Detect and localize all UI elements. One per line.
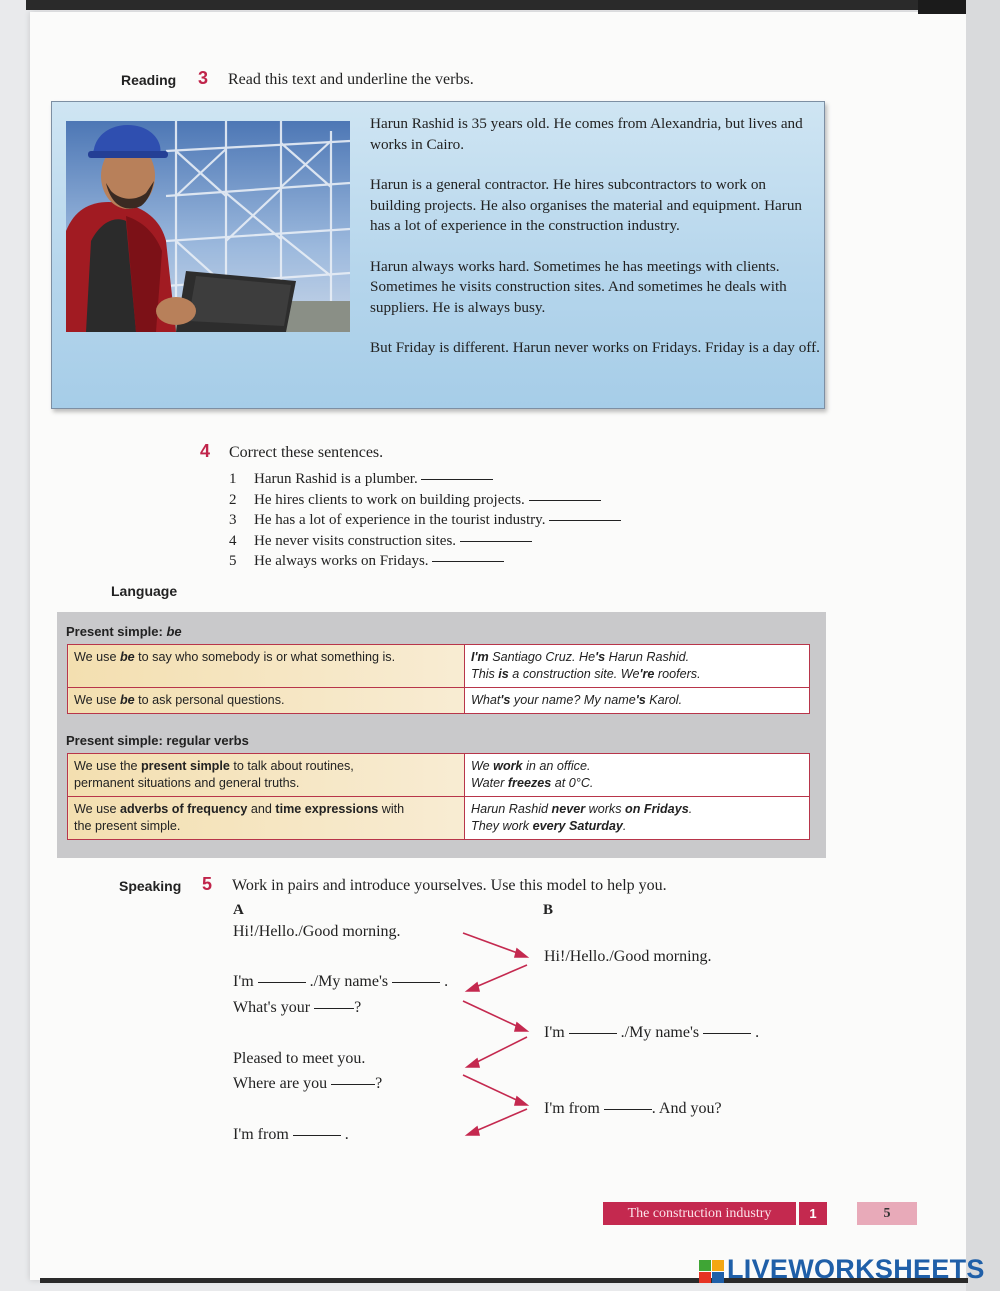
table-row [68, 754, 810, 797]
scan-right-margin [966, 0, 1000, 1291]
liveworksheets-logo-icon [699, 1260, 725, 1284]
reading-section-label: Reading [121, 72, 177, 88]
watermark-text: LIVEWORKSHEETS [727, 1254, 985, 1284]
grammar-table-be [67, 644, 810, 714]
table-cell: We work in an office. Water freezes at 0°C. [465, 754, 810, 797]
unit-title-tab: The construction industry [603, 1202, 796, 1225]
table-cell: We use the present simple to talk about routines, permanent situations and general truths. [68, 754, 465, 797]
answer-blank[interactable] [432, 560, 504, 562]
exercise-4-instruction: Correct these sentences. [229, 444, 384, 461]
table-row [68, 797, 810, 840]
exercise-5-instruction: Work in pairs and introduce yourselves. Use this model to help you. [232, 877, 667, 894]
answer-blank[interactable] [569, 1032, 617, 1034]
speaking-section-label: Speaking [119, 878, 182, 894]
answer-blank[interactable] [703, 1032, 751, 1034]
table-cell: Harun Rashid never works on Fridays. They work every Saturday. [465, 797, 810, 840]
column-a-heading: A [233, 902, 244, 918]
column-b-heading: B [543, 902, 554, 918]
list-item: 1 Harun Rashid is a plumber. [229, 469, 621, 490]
contractor-photo [66, 121, 350, 332]
answer-blank[interactable] [549, 519, 621, 521]
list-item: 5 He always works on Fridays. [229, 551, 621, 572]
reading-paragraph-3: Harun always works hard. Sometimes he has meetings with clients. Sometimes he visits construction sites. And sometimes he deals with suppliers. He is always busy. [370, 257, 787, 316]
answer-blank[interactable] [258, 981, 306, 983]
scan-top-edge [26, 0, 918, 10]
answer-blank[interactable] [392, 981, 440, 983]
unit-number-tab: 1 [799, 1202, 827, 1225]
list-item: 3 He has a lot of experience in the tourist industry. [229, 510, 621, 531]
list-item: 4 He never visits construction sites. [229, 531, 621, 552]
sentence-text: He has a lot of experience in the tourist industry. [254, 512, 546, 528]
table-row [68, 688, 810, 714]
answer-blank[interactable] [529, 499, 601, 501]
sentence-text: Harun Rashid is a plumber. [254, 471, 418, 487]
grammar-title-be: Present simple: be [66, 624, 182, 639]
dialogue-a-line-4: Pleased to meet you. [233, 1050, 366, 1067]
dialogue-a-line-6: I'm from . [233, 1126, 349, 1143]
reading-paragraph-2: Harun is a general contractor. He hires subcontractors to work on building projects. He also organises the material and equipment. Harun has a lot of experience in the construction industry. [370, 176, 803, 234]
answer-blank[interactable] [460, 540, 532, 542]
dialogue-a-line-3: What's your ? [233, 999, 362, 1016]
page-number: 5 [857, 1202, 917, 1225]
exercise-3-instruction: Read this text and underline the verbs. [228, 71, 474, 88]
grammar-title-regular-verbs: Present simple: regular verbs [66, 733, 249, 748]
dialogue-arrows [455, 925, 545, 1140]
sentence-text: He hires clients to work on building projects. [254, 491, 525, 508]
answer-blank[interactable] [421, 478, 493, 480]
table-cell: We use adverbs of frequency and time expressions with the present simple. [68, 797, 465, 840]
grammar-table-regular-verbs [67, 753, 810, 840]
dialogue-b-line-2: I'm ./My name's . [544, 1024, 760, 1041]
dialogue-a-line-1: Hi!/Hello./Good morning. [233, 923, 401, 940]
language-section-label: Language [111, 583, 178, 599]
reading-paragraph-4: But Friday is different. Harun never works on Fridays. Friday is a day off. [370, 339, 820, 356]
dialogue-b-line-3: I'm from . And you? [544, 1100, 722, 1117]
exercise-4-list [229, 469, 621, 572]
sentence-text: He never visits construction sites. [254, 532, 457, 549]
table-cell: We use be to ask personal questions. [68, 688, 465, 714]
table-row [68, 645, 810, 688]
reading-paragraph-1: Harun Rashid is 35 years old. He comes from Alexandria, but lives and works in Cairo. [370, 115, 803, 153]
dialogue-a-line-2: I'm ./My name's . [233, 973, 449, 990]
dialogue-a-line-5: Where are you ? [233, 1075, 383, 1092]
exercise-5-number: 5 [202, 874, 213, 894]
answer-blank[interactable] [331, 1083, 375, 1085]
sentence-text: He always works on Fridays. [254, 553, 429, 569]
table-cell: I'm Santiago Cruz. He's Harun Rashid. This is a construction site. We're roofers. [465, 645, 810, 688]
dialogue-b-line-1: Hi!/Hello./Good morning. [544, 948, 712, 965]
answer-blank[interactable] [293, 1134, 341, 1136]
reading-text [370, 114, 820, 379]
list-item: 2 He hires clients to work on building projects. [229, 490, 621, 511]
table-cell: We use be to say who somebody is or what something is. [68, 645, 465, 688]
exercise-4-number: 4 [200, 441, 211, 461]
contractor-photo-illustration [66, 121, 350, 332]
table-cell: What's your name? My name's Karol. [465, 688, 810, 714]
answer-blank[interactable] [604, 1108, 652, 1110]
answer-blank[interactable] [314, 1007, 354, 1009]
exercise-3-number: 3 [198, 68, 209, 88]
